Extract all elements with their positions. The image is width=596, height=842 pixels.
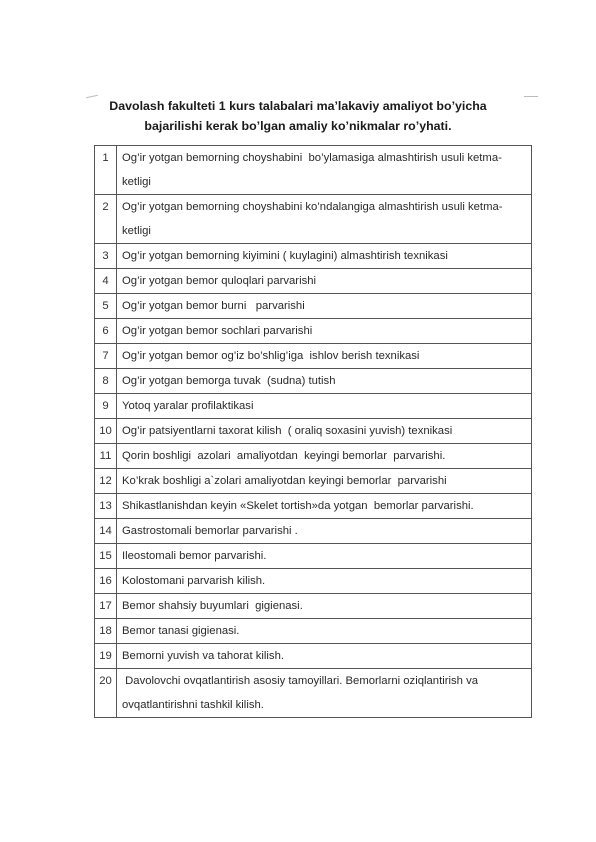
row-number: 8 <box>95 369 117 394</box>
row-number: 14 <box>95 519 117 544</box>
row-number: 20 <box>95 669 117 718</box>
row-number: 11 <box>95 444 117 469</box>
row-number: 2 <box>95 195 117 244</box>
row-skill-text: Kolostomani parvarish kilish. <box>117 569 532 594</box>
table-row <box>95 469 532 494</box>
table-row <box>95 644 532 669</box>
row-skill-text: Og’ir yotgan bemorning kiyimini ( kuylagini) almashtirish texnikasi <box>117 244 532 269</box>
row-number: 4 <box>95 269 117 294</box>
row-skill-text: Og’ir patsiyentlarni taxorat kilish ( oraliq soxasini yuvish) texnikasi <box>117 419 532 444</box>
table-row <box>95 594 532 619</box>
table-row <box>95 619 532 644</box>
row-skill-text: Bemor shahsiy buyumlari gigienasi. <box>117 594 532 619</box>
table-row <box>95 195 532 244</box>
row-skill-text: Bemorni yuvish va tahorat kilish. <box>117 644 532 669</box>
row-number: 16 <box>95 569 117 594</box>
row-skill-text: Qorin boshligi azolari amaliyotdan keyingi bemorlar parvarishi. <box>117 444 532 469</box>
row-number: 15 <box>95 544 117 569</box>
row-number: 12 <box>95 469 117 494</box>
table-row <box>95 244 532 269</box>
row-number: 6 <box>95 319 117 344</box>
table-row <box>95 146 532 195</box>
document-title <box>0 96 596 136</box>
row-skill-text: Ko’krak boshligi a`zolari amaliyotdan keyingi bemorlar parvarishi <box>117 469 532 494</box>
row-number: 18 <box>95 619 117 644</box>
skills-table-body <box>95 146 532 718</box>
table-row <box>95 544 532 569</box>
title-line-1: Davolash fakulteti 1 kurs talabalari ma’lakaviy amaliyot bo’yicha <box>109 99 487 113</box>
row-skill-text: Ileostomali bemor parvarishi. <box>117 544 532 569</box>
row-skill-text: Yotoq yaralar profilaktikasi <box>117 394 532 419</box>
row-skill-text: Og’ir yotgan bemor burni parvarishi <box>117 294 532 319</box>
table-row <box>95 269 532 294</box>
row-skill-text: Og’ir yotgan bemor og’iz bo’shlig’iga ishlov berish texnikasi <box>117 344 532 369</box>
table-row <box>95 344 532 369</box>
row-number: 19 <box>95 644 117 669</box>
table-row <box>95 294 532 319</box>
row-skill-text: Og’ir yotgan bemorga tuvak (sudna) tutish <box>117 369 532 394</box>
row-skill-text: Shikastlanishdan keyin «Skelet tortish»da yotgan bemorlar parvarishi. <box>117 494 532 519</box>
row-number: 17 <box>95 594 117 619</box>
table-row <box>95 569 532 594</box>
table-row <box>95 519 532 544</box>
row-number: 9 <box>95 394 117 419</box>
skills-table <box>94 145 532 718</box>
row-skill-text: Og’ir yotgan bemor quloqlari parvarishi <box>117 269 532 294</box>
row-skill-text: Bemor tanasi gigienasi. <box>117 619 532 644</box>
table-row <box>95 394 532 419</box>
table-row <box>95 369 532 394</box>
row-number: 7 <box>95 344 117 369</box>
row-number: 13 <box>95 494 117 519</box>
table-row <box>95 319 532 344</box>
table-row <box>95 419 532 444</box>
row-number: 10 <box>95 419 117 444</box>
table-row <box>95 669 532 718</box>
row-skill-text: Og’ir yotgan bemor sochlari parvarishi <box>117 319 532 344</box>
row-skill-text: Gastrostomali bemorlar parvarishi . <box>117 519 532 544</box>
title-line-2: bajarilishi kerak bo’lgan amaliy ko’nikmalar ro’yhati. <box>144 119 452 133</box>
row-number: 5 <box>95 294 117 319</box>
table-row <box>95 444 532 469</box>
row-skill-text: Davolovchi ovqatlantirish asosiy tamoyillari. Bemorlarni oziqlantirish va ovqatlantirishni tashkil kilish. <box>117 669 532 718</box>
row-number: 3 <box>95 244 117 269</box>
row-skill-text: Og’ir yotgan bemorning choyshabini bo’ylamasiga almashtirish usuli ketma- ketligi <box>117 146 532 195</box>
row-number: 1 <box>95 146 117 195</box>
table-row <box>95 494 532 519</box>
row-skill-text: Og’ir yotgan bemorning choyshabini ko’ndalangiga almashtirish usuli ketma- ketligi <box>117 195 532 244</box>
